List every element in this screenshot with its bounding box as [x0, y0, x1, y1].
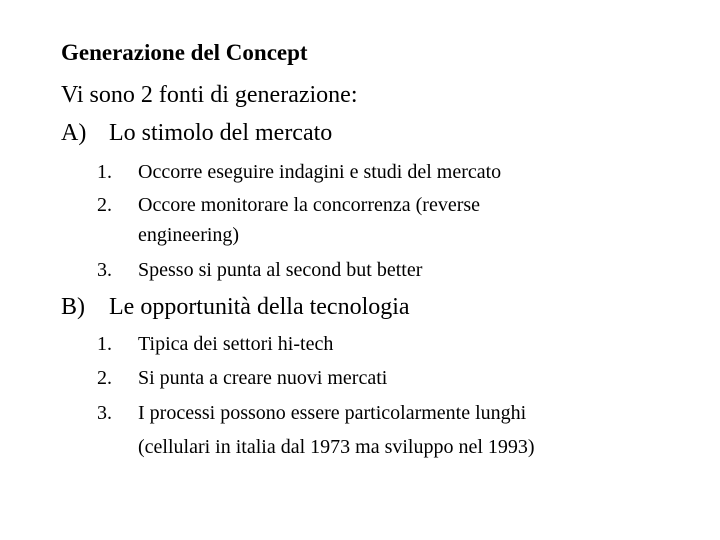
- list-item-b3-continuation: (cellulari in italia dal 1973 ma sviluppo nel 1993): [138, 436, 535, 458]
- list-item-b2: [97, 364, 387, 392]
- section-a-text: Lo stimolo del mercato: [109, 120, 333, 146]
- list-item-a2-continuation: engineering): [138, 224, 240, 246]
- list-item-number: 3.: [97, 259, 112, 281]
- section-a-label: A): [61, 120, 87, 146]
- list-item-a3: [97, 256, 422, 284]
- list-item-number: 1.: [97, 161, 112, 183]
- list-item-number: 1.: [97, 333, 112, 355]
- section-a-heading: [61, 118, 332, 148]
- list-item-text: I processi possono essere particolarmente lunghi: [138, 402, 527, 424]
- list-item-a1: [97, 158, 501, 186]
- list-item-a2: [97, 191, 480, 219]
- list-item-text: Tipica dei settori hi-tech: [138, 333, 334, 355]
- list-item-number: 3.: [97, 402, 112, 424]
- list-item-text: Occorre eseguire indagini e studi del mercato: [138, 161, 502, 183]
- section-b-label: B): [61, 294, 85, 320]
- list-item-number: 2.: [97, 194, 112, 216]
- list-item-b1: [97, 330, 333, 358]
- slide-title: Generazione del Concept: [61, 40, 308, 65]
- list-item-number: 2.: [97, 367, 112, 389]
- intro-text: Vi sono 2 fonti di generazione:: [61, 82, 358, 108]
- section-b-text: Le opportunità della tecnologia: [109, 294, 410, 320]
- list-item-text: Occore monitorare la concorrenza (reverse: [138, 194, 481, 216]
- list-item-text: Spesso si punta al second but better: [138, 259, 423, 281]
- list-item-text: Si punta a creare nuovi mercati: [138, 367, 388, 389]
- list-item-b3: [97, 399, 526, 427]
- section-b-heading: [61, 292, 410, 322]
